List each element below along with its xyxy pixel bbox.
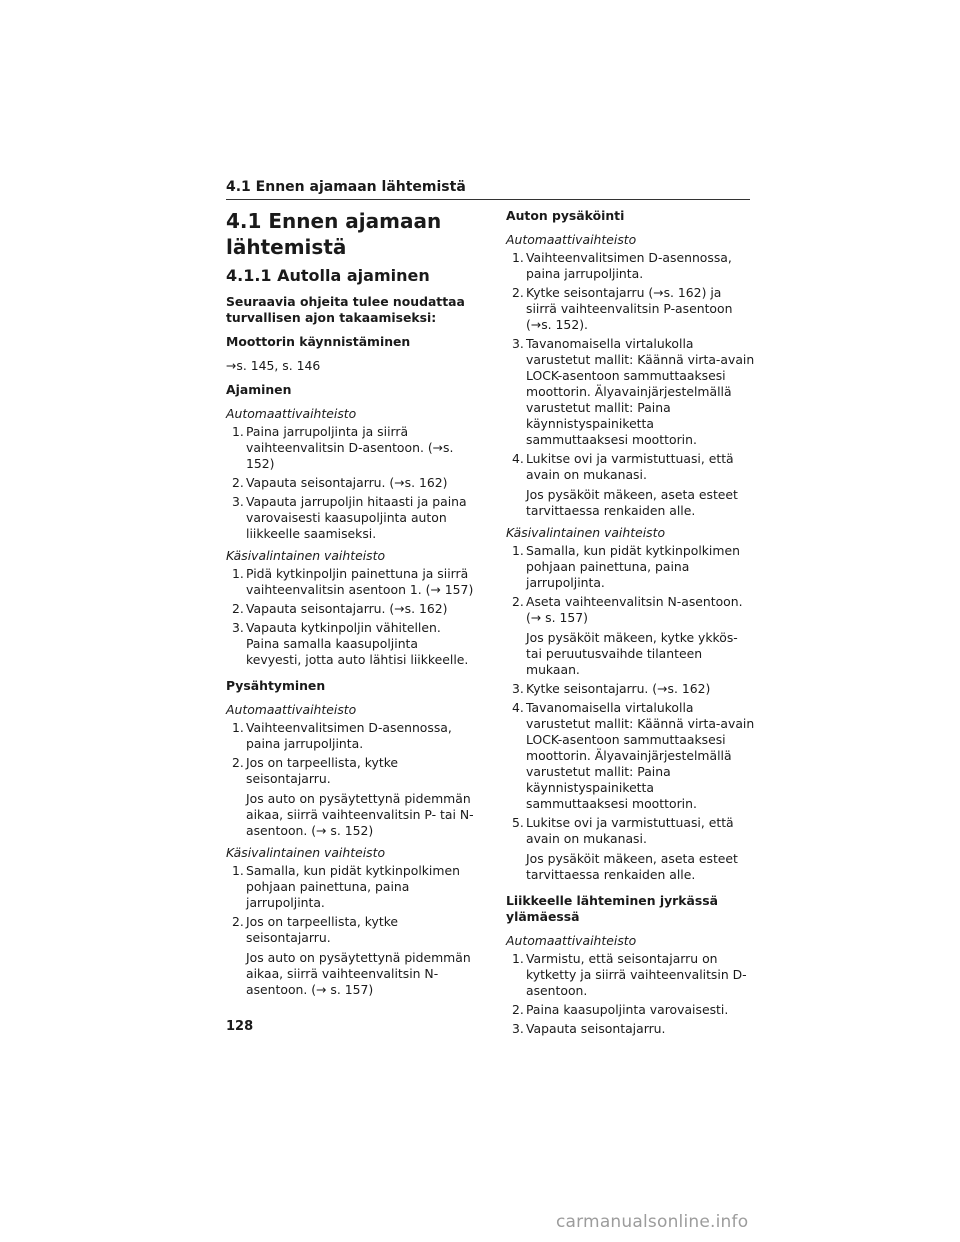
list-item — [506, 815, 756, 883]
list-item-note: Jos auto on pysäytettynä pidemmän aikaa, siirrä vaihteenvalitsin N-asentoon. (→ s. 157) — [246, 950, 471, 997]
list-item — [506, 543, 756, 591]
list-item-number: 4. — [512, 700, 524, 715]
list-item-text: Lukitse ovi ja varmistuttuasi, että avain on mukanasi. — [526, 815, 734, 846]
list-item-number: 3. — [232, 494, 244, 509]
list-item-text: Vapauta jarrupoljin hitaasti ja paina varovaisesti kaasupoljinta auton liikkeelle saamiseksi. — [246, 494, 467, 541]
list-item — [226, 494, 476, 542]
list-item-text: Paina kaasupoljinta varovaisesti. — [526, 1002, 729, 1017]
watermark-text: carmanualsonline.info — [556, 1212, 749, 1232]
list-item-number: 1. — [232, 863, 244, 878]
list-item-note: Jos pysäköit mäkeen, aseta esteet tarvittaessa renkaiden alle. — [526, 851, 738, 882]
list-item-number: 1. — [232, 720, 244, 735]
list-item-text: Vapauta seisontajarru. (→s. 162) — [246, 475, 448, 490]
list-item-text: Aseta vaihteenvalitsin N-asentoon. (→ s. 157) — [526, 594, 743, 625]
list-item-text: Vapauta seisontajarru. (→s. 162) — [246, 601, 448, 616]
stopping-heading: Pysähtyminen — [226, 678, 326, 693]
list-item — [506, 451, 756, 519]
parking-auto-list — [506, 250, 756, 519]
list-item-text: Kytke seisontajarru. (→s. 162) — [526, 681, 711, 696]
list-item-text: Vaihteenvalitsimen D-asennossa, paina jarrupoljinta. — [526, 250, 732, 281]
list-item-text: Vaihteenvalitsimen D-asennossa, paina jarrupoljinta. — [246, 720, 452, 751]
list-item-number: 3. — [512, 681, 524, 696]
list-item — [506, 700, 756, 812]
stopping-manual-label: Käsivalintainen vaihteisto — [226, 845, 386, 860]
hill-start-heading: Liikkeelle lähteminen jyrkässä ylämäessä — [506, 893, 718, 924]
stopping-auto-list — [226, 720, 476, 839]
list-item-number: 2. — [512, 1002, 524, 1017]
parking-heading: Auton pysäköinti — [506, 208, 625, 223]
list-item-note: Jos pysäköit mäkeen, kytke ykkös- tai peruutusvaihde tilanteen mukaan. — [526, 630, 738, 677]
list-item — [506, 336, 756, 448]
list-item-number: 2. — [512, 594, 524, 609]
list-item-text: Samalla, kun pidät kytkinpolkimen pohjaan painettuna, paina jarrupoljinta. — [246, 863, 460, 910]
hill-start-auto-list — [506, 951, 756, 1037]
list-item — [226, 720, 476, 752]
engine-start-heading: Moottorin käynnistäminen — [226, 334, 411, 349]
list-item-number: 3. — [512, 336, 524, 351]
list-item — [226, 620, 476, 668]
page-number: 128 — [226, 1019, 254, 1034]
list-item-note: Jos auto on pysäytettynä pidemmän aikaa, siirrä vaihteenvalitsin P- tai N-asentoon. (→ s. 152) — [246, 791, 474, 838]
list-item — [226, 755, 476, 839]
list-item-text: Pidä kytkinpoljin painettuna ja siirrä vaihteenvalitsin asentoon 1. (→ 157) — [246, 566, 474, 597]
list-item-number: 2. — [232, 914, 244, 929]
parking-manual-list — [506, 543, 756, 883]
list-item-text: Vapauta kytkinpoljin vähitellen. Paina samalla kaasupoljinta kevyesti, jotta auto lähtisi liikkeelle. — [246, 620, 469, 667]
list-item — [226, 424, 476, 472]
list-item — [506, 285, 756, 333]
driving-auto-label: Automaattivaihteisto — [226, 406, 357, 421]
left-column — [226, 208, 476, 1001]
driving-auto-list — [226, 424, 476, 542]
list-item — [226, 863, 476, 911]
subsection-title: 4.1.1 Autolla ajaminen — [226, 266, 430, 285]
list-item-text: Tavanomaisella virtalukolla varustetut mallit: Käännä virta-avain LOCK-asentoon sammuttaaksesi moottorin. Älyavainjärjestelmällä varustetut mallit: Paina käynnistyspainiketta sammuttaaksesi moottorin. — [526, 700, 755, 811]
stopping-auto-label: Automaattivaihteisto — [226, 702, 357, 717]
list-item — [506, 250, 756, 282]
hill-start-auto-label: Automaattivaihteisto — [506, 933, 637, 948]
list-item-number: 1. — [232, 566, 244, 581]
list-item-text: Vapauta seisontajarru. — [526, 1021, 666, 1036]
list-item-text: Kytke seisontajarru (→s. 162) ja siirrä vaihteenvalitsin P-asentoon (→s. 152). — [526, 285, 733, 332]
list-item-text: Varmistu, että seisontajarru on kytketty ja siirrä vaihteenvalitsin D-asentoon. — [526, 951, 747, 998]
list-item-number: 2. — [232, 475, 244, 490]
section-title: 4.1 Ennen ajamaan lähtemistä — [226, 209, 442, 259]
right-column — [506, 208, 756, 1040]
parking-auto-label: Automaattivaihteisto — [506, 232, 637, 247]
list-item-number: 2. — [232, 601, 244, 616]
list-item-number: 5. — [512, 815, 524, 830]
list-item — [506, 681, 756, 697]
running-header-title: 4.1 Ennen ajamaan lähtemistä — [226, 179, 466, 195]
list-item — [506, 1021, 756, 1037]
list-item-number: 3. — [232, 620, 244, 635]
header-divider — [226, 199, 750, 200]
list-item-number: 2. — [232, 755, 244, 770]
parking-manual-label: Käsivalintainen vaihteisto — [506, 525, 666, 540]
list-item-text: Tavanomaisella virtalukolla varustetut mallit: Käännä virta-avain LOCK-asentoon sammuttaaksesi moottorin. Älyavainjärjestelmällä varustetut mallit: Paina käynnistyspainiketta sammuttaaksesi moottorin. — [526, 336, 755, 447]
list-item-number: 1. — [512, 543, 524, 558]
stopping-manual-list — [226, 863, 476, 998]
list-item-number: 1. — [232, 424, 244, 439]
list-item-number: 4. — [512, 451, 524, 466]
list-item — [226, 601, 476, 617]
list-item-text: Paina jarrupoljinta ja siirrä vaihteenvalitsin D-asentoon. (→s. 152) — [246, 424, 454, 471]
intro-text: Seuraavia ohjeita tulee noudattaa turvallisen ajon takaamiseksi: — [226, 294, 465, 325]
list-item-number: 3. — [512, 1021, 524, 1036]
list-item-text: Jos on tarpeellista, kytke seisontajarru. — [246, 914, 399, 945]
list-item — [226, 914, 476, 998]
list-item — [226, 475, 476, 491]
list-item-note: Jos pysäköit mäkeen, aseta esteet tarvittaessa renkaiden alle. — [526, 487, 738, 518]
list-item — [506, 594, 756, 678]
driving-heading: Ajaminen — [226, 382, 292, 397]
running-header — [226, 178, 750, 200]
list-item — [226, 566, 476, 598]
list-item-text: Jos on tarpeellista, kytke seisontajarru. — [246, 755, 399, 786]
list-item-number: 1. — [512, 250, 524, 265]
list-item — [506, 951, 756, 999]
driving-manual-list — [226, 566, 476, 668]
engine-start-reference: →s. 145, s. 146 — [226, 358, 321, 373]
list-item-text: Samalla, kun pidät kytkinpolkimen pohjaan painettuna, paina jarrupoljinta. — [526, 543, 740, 590]
list-item-number: 1. — [512, 951, 524, 966]
list-item-number: 2. — [512, 285, 524, 300]
list-item-text: Lukitse ovi ja varmistuttuasi, että avain on mukanasi. — [526, 451, 734, 482]
driving-manual-label: Käsivalintainen vaihteisto — [226, 548, 386, 563]
list-item — [506, 1002, 756, 1018]
